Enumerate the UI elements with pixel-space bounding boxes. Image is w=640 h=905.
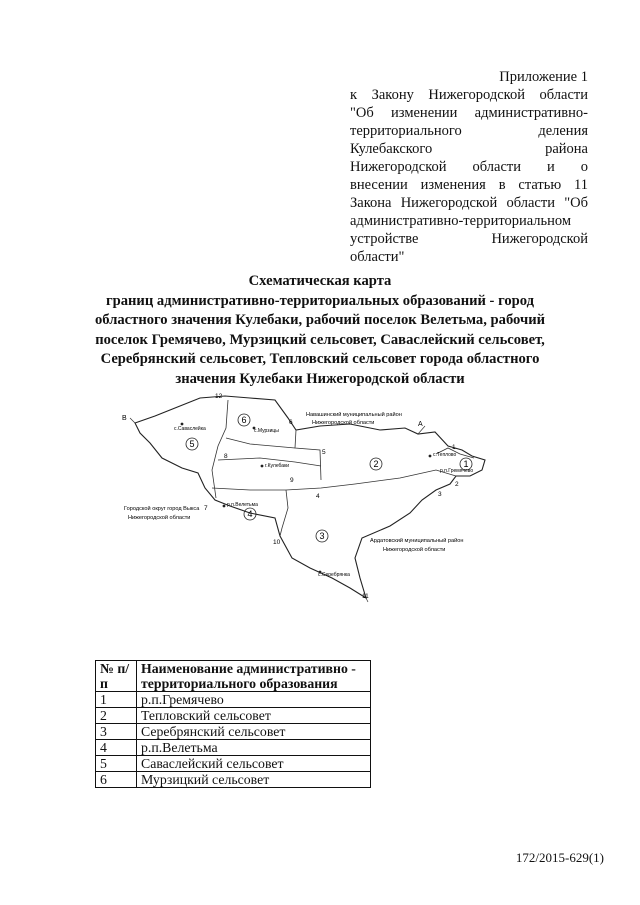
- boundary-point: 6: [289, 419, 293, 426]
- region-number: 5: [189, 439, 195, 449]
- heading-line: областного значения Кулебаки, рабочий поселок Велетьма, рабочий: [94, 312, 546, 328]
- neighbor-label: Ардатовский муниципальный район: [370, 538, 464, 544]
- row-number: 3: [96, 724, 137, 740]
- row-number: 5: [96, 756, 137, 772]
- row-name: Саваслейский сельсовет: [137, 756, 371, 772]
- internal-boundary: [280, 490, 288, 536]
- heading-line: поселок Гремячево, Мурзицкий сельсовет, Саваслейский сельсовет,: [95, 331, 545, 348]
- appendix-line: области": [350, 249, 405, 265]
- boundary-point: 12: [215, 393, 223, 400]
- heading-line: Серебрянский сельсовет, Тепловский сельсовет города областного: [100, 351, 540, 367]
- neighbor-label: Городской округ город Выкса: [124, 506, 200, 512]
- boundary-point: 9: [290, 477, 294, 484]
- header-number: № п/п: [96, 661, 137, 692]
- neighbor-label: Нижегородской области: [383, 547, 446, 553]
- boundary-point: 3: [438, 491, 442, 498]
- settlement-label: г.Кулебаки: [265, 463, 290, 469]
- table-row: [96, 692, 371, 708]
- row-number: 6: [96, 772, 137, 788]
- table-row: [96, 772, 371, 788]
- corner-letter: В: [122, 415, 127, 422]
- map-svg: [100, 388, 540, 608]
- row-name: Мурзицкий сельсовет: [137, 772, 371, 788]
- settlement-label: с.Саваслейка: [174, 426, 206, 432]
- boundary-point: 10: [273, 539, 281, 546]
- appendix-line: Кулебакского района: [350, 141, 588, 157]
- row-number: 2: [96, 708, 137, 724]
- settlement-label: р.п.Велетьма: [227, 502, 258, 508]
- settlement-dot: [223, 505, 226, 508]
- neighbor-label: Навашинский муниципальный район: [306, 412, 402, 418]
- region-number: 1: [463, 459, 469, 469]
- appendix-line: Нижегородской области и о: [350, 159, 588, 175]
- boundary-point: 1: [452, 444, 456, 451]
- region-number: 6: [241, 415, 247, 425]
- settlement-label: с.Мурзицы: [254, 428, 279, 434]
- internal-boundary: [295, 430, 321, 480]
- internal-boundary: [212, 400, 228, 498]
- boundary-point: 8: [224, 453, 228, 460]
- map-heading: [80, 272, 560, 389]
- document-number: 172/2015-629(1): [515, 850, 604, 865]
- boundary-point: 4: [316, 493, 320, 500]
- table-row: [96, 756, 371, 772]
- neighbor-label: Нижегородской области: [312, 420, 375, 426]
- boundary-tick: [130, 418, 135, 423]
- boundary-point: 5: [322, 449, 326, 456]
- row-name: Серебрянский сельсовет: [137, 724, 371, 740]
- appendix-line: территориального деления: [350, 123, 588, 139]
- heading-line: значения Кулебаки Нижегородской области: [175, 370, 465, 387]
- table-row: [96, 724, 371, 740]
- region-number: 4: [247, 509, 253, 519]
- settlement-label: р.п.Гремячево: [440, 468, 474, 474]
- row-number: 4: [96, 740, 137, 756]
- appendix-line: к Закону Нижегородской области: [350, 87, 588, 103]
- boundary-point: 11: [362, 593, 369, 600]
- municipalities-table: [95, 660, 371, 788]
- header-name: Наименование административно - территориального образования: [137, 661, 371, 692]
- row-name: р.п.Велетьма: [137, 740, 371, 756]
- appendix-line: устройстве Нижегородской: [350, 231, 588, 247]
- settlement-label: с.Серебрянка: [318, 572, 350, 578]
- row-number: 1: [96, 692, 137, 708]
- appendix-line: внесении изменения в статью 11: [350, 177, 588, 193]
- settlement-dot: [181, 423, 184, 426]
- settlement-dot: [429, 455, 432, 458]
- appendix-title: Приложение 1: [499, 69, 588, 85]
- appendix-block: [350, 68, 588, 266]
- table-row: [96, 708, 371, 724]
- corner-letter: А: [418, 421, 423, 428]
- boundary-point: 7: [204, 505, 208, 512]
- appendix-line: Закона Нижегородской области "Об: [350, 195, 588, 211]
- region-number: 3: [319, 531, 325, 541]
- table-row: [96, 740, 371, 756]
- row-name: р.п.Гремячево: [137, 692, 371, 708]
- settlement-dot: [261, 465, 264, 468]
- table-header-row: [96, 661, 371, 692]
- internal-boundary: [212, 470, 456, 490]
- heading-line: границ административно-территориальных образований - город: [105, 292, 535, 309]
- appendix-line: административно-территориальном: [350, 213, 572, 229]
- schematic-map: [100, 388, 540, 608]
- region-number: 2: [373, 459, 379, 469]
- row-name: Тепловский сельсовет: [137, 708, 371, 724]
- boundary-point: 2: [455, 481, 459, 488]
- settlement-label: с.Теплово: [433, 452, 457, 458]
- internal-boundary: [226, 438, 295, 448]
- appendix-line: "Об изменении административно-: [350, 105, 588, 121]
- neighbor-label: Нижегородской области: [128, 515, 191, 521]
- heading-line: Схематическая карта: [248, 273, 392, 289]
